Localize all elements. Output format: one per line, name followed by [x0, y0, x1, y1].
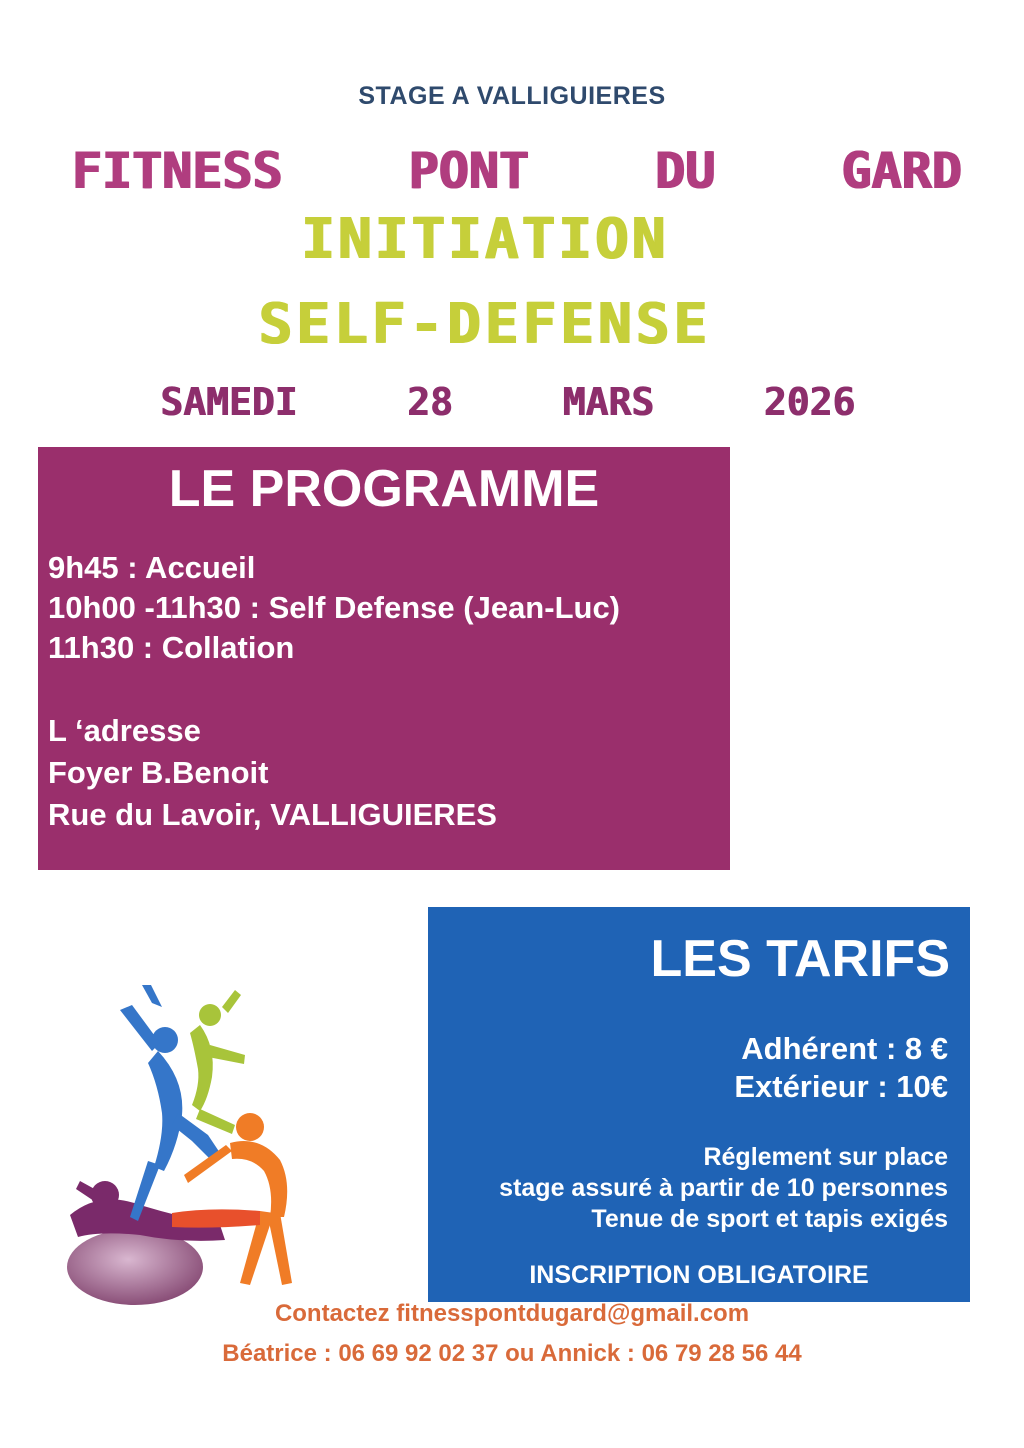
schedule-item: 10h00 -11h30 : Self Defense (Jean-Luc): [48, 590, 621, 625]
note-line: Réglement sur place: [703, 1143, 948, 1171]
price-line: Extérieur : 10€: [734, 1069, 948, 1104]
note-line: Tenue de sport et tapis exigés: [591, 1205, 948, 1233]
title-word: FITNESS: [72, 142, 283, 200]
note-line: stage assuré à partir de 10 personnes: [499, 1174, 948, 1202]
fitness-figures-illustration: [60, 985, 360, 1305]
tarifs-panel: [428, 907, 970, 1302]
tarifs-title: LES TARIFS: [650, 930, 950, 988]
programme-title: LE PROGRAMME: [168, 460, 600, 518]
inscription-notice: INSCRIPTION OBLIGATOIRE: [529, 1261, 869, 1289]
date-word: SAMEDI: [160, 380, 298, 424]
contact-email-line: Contactez fitnesspontdugard@gmail.com: [274, 1300, 750, 1327]
address-label: L ‘adresse: [48, 713, 201, 748]
address-line: Foyer B.Benoit: [48, 755, 269, 790]
green-figure: [190, 990, 245, 1134]
schedule-item: 11h30 : Collation: [48, 630, 295, 665]
kicker-text: STAGE A VALLIGUIERES: [358, 82, 666, 110]
initiation-title: INITIATION: [301, 207, 669, 272]
date-word: 28: [406, 380, 453, 424]
title-word: DU: [655, 142, 716, 200]
self-defense-title: SELF-DEFENSE: [258, 292, 712, 357]
programme-panel: [38, 447, 730, 870]
event-date: [160, 380, 855, 424]
address-line: Rue du Lavoir, VALLIGUIERES: [48, 797, 497, 832]
exercise-ball: [67, 1229, 203, 1305]
date-word: MARS: [562, 380, 654, 424]
title-word: PONT: [408, 142, 530, 200]
main-title: [72, 142, 962, 200]
price-line: Adhérent : 8 €: [741, 1031, 948, 1066]
title-word: GARD: [841, 142, 962, 200]
schedule-item: 9h45 : Accueil: [48, 550, 256, 585]
date-word: 2026: [763, 380, 855, 424]
contact-phone-line: Béatrice : 06 69 92 02 37 ou Annick : 06 79 28 56 44: [222, 1340, 802, 1367]
